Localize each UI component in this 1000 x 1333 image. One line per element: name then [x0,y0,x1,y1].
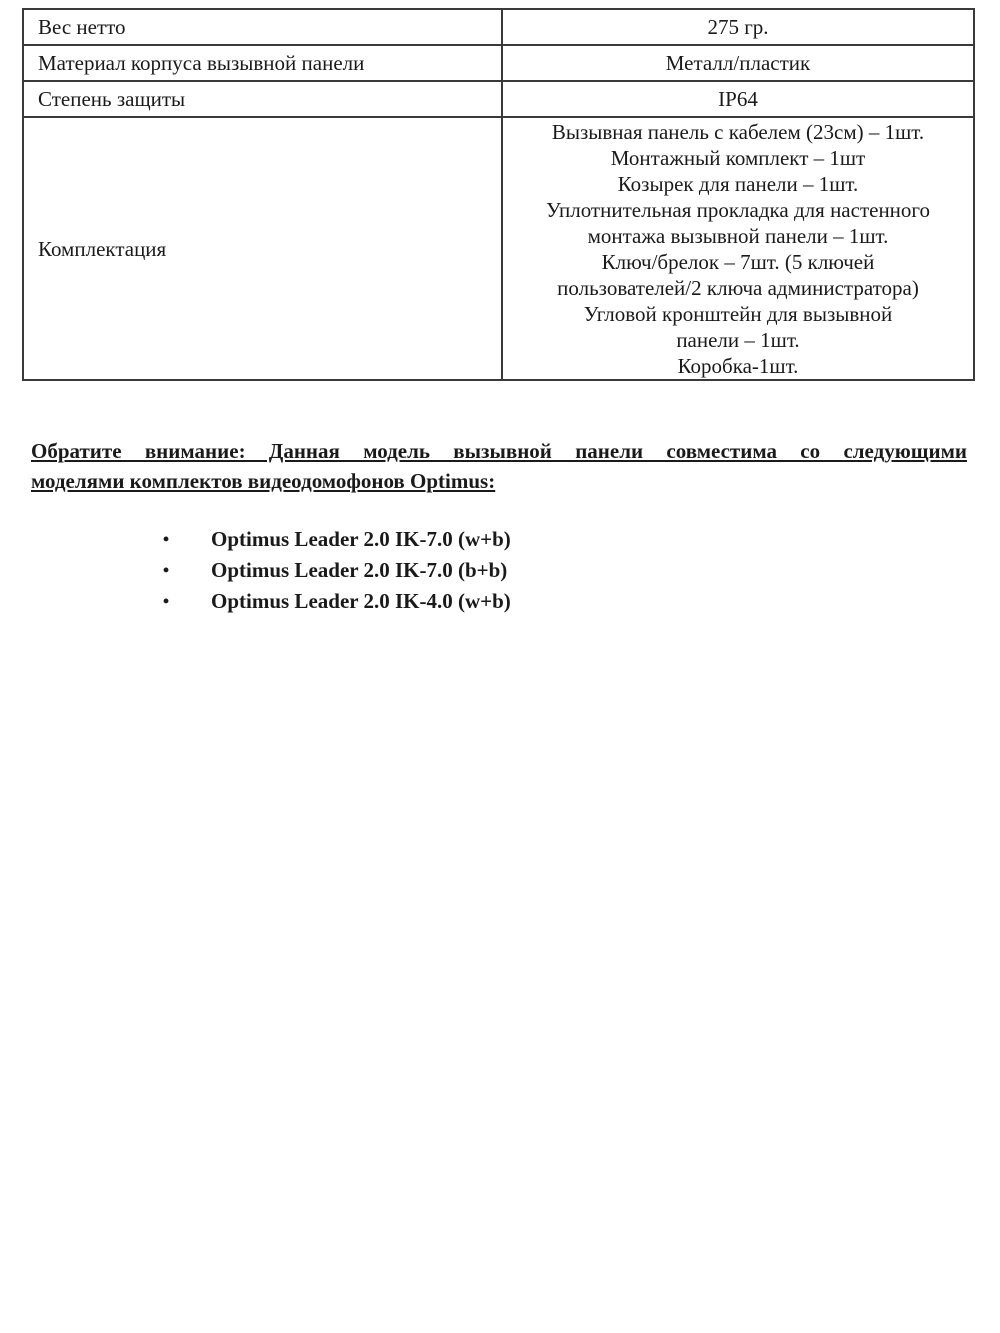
compatibility-note [31,436,967,496]
list-item [0,555,511,586]
spec-label-protection: Степень защиты [23,81,502,117]
compatible-models-list [0,524,511,617]
kit-line: Коробка-1шт. [677,354,799,378]
kit-line: Вызывная панель с кабелем (23см) – 1шт. [551,120,925,144]
spec-row-material [23,45,974,81]
spec-label-kit: Комплектация [23,117,502,380]
spec-value-protection: IP64 [502,81,974,117]
bullet-icon: • [162,560,170,580]
spec-row-kit [23,117,974,380]
model-name: Optimus Leader 2.0 IK-7.0 (b+b) [211,558,508,582]
spec-label-material: Материал корпуса вызывной панели [23,45,502,81]
spec-value-kit [502,117,974,380]
kit-line: Ключ/брелок – 7шт. (5 ключей [601,250,875,274]
bullet-icon: • [162,591,170,611]
kit-line: панели – 1шт. [676,328,800,352]
model-name: Optimus Leader 2.0 IK-7.0 (w+b) [211,527,511,551]
list-item [0,586,511,617]
model-name: Optimus Leader 2.0 IK-4.0 (w+b) [211,589,511,613]
kit-line: пользователей/2 ключа администратора) [557,276,919,300]
spec-label-weight: Вес нетто [23,9,502,45]
bullet-icon: • [162,529,170,549]
kit-line: монтажа вызывной панели – 1шт. [587,224,889,248]
list-item [0,524,511,555]
kit-line: Уплотнительная прокладка для настенного [545,198,931,222]
kit-line: Козырек для панели – 1шт. [617,172,859,196]
spec-value-material: Металл/пластик [502,45,974,81]
note-line-2: моделями комплектов видеодомофонов Optimus: [31,469,496,493]
note-line-1: Обратите внимание: Данная модель вызывной панели совместима со следующими [31,439,967,463]
spec-row-weight [23,9,974,45]
kit-line: Угловой кронштейн для вызывной [583,302,893,326]
spec-table [22,8,975,381]
kit-line: Монтажный комплект – 1шт [610,146,866,170]
kit-contents [503,118,973,379]
spec-value-weight: 275 гр. [502,9,974,45]
spec-row-protection [23,81,974,117]
